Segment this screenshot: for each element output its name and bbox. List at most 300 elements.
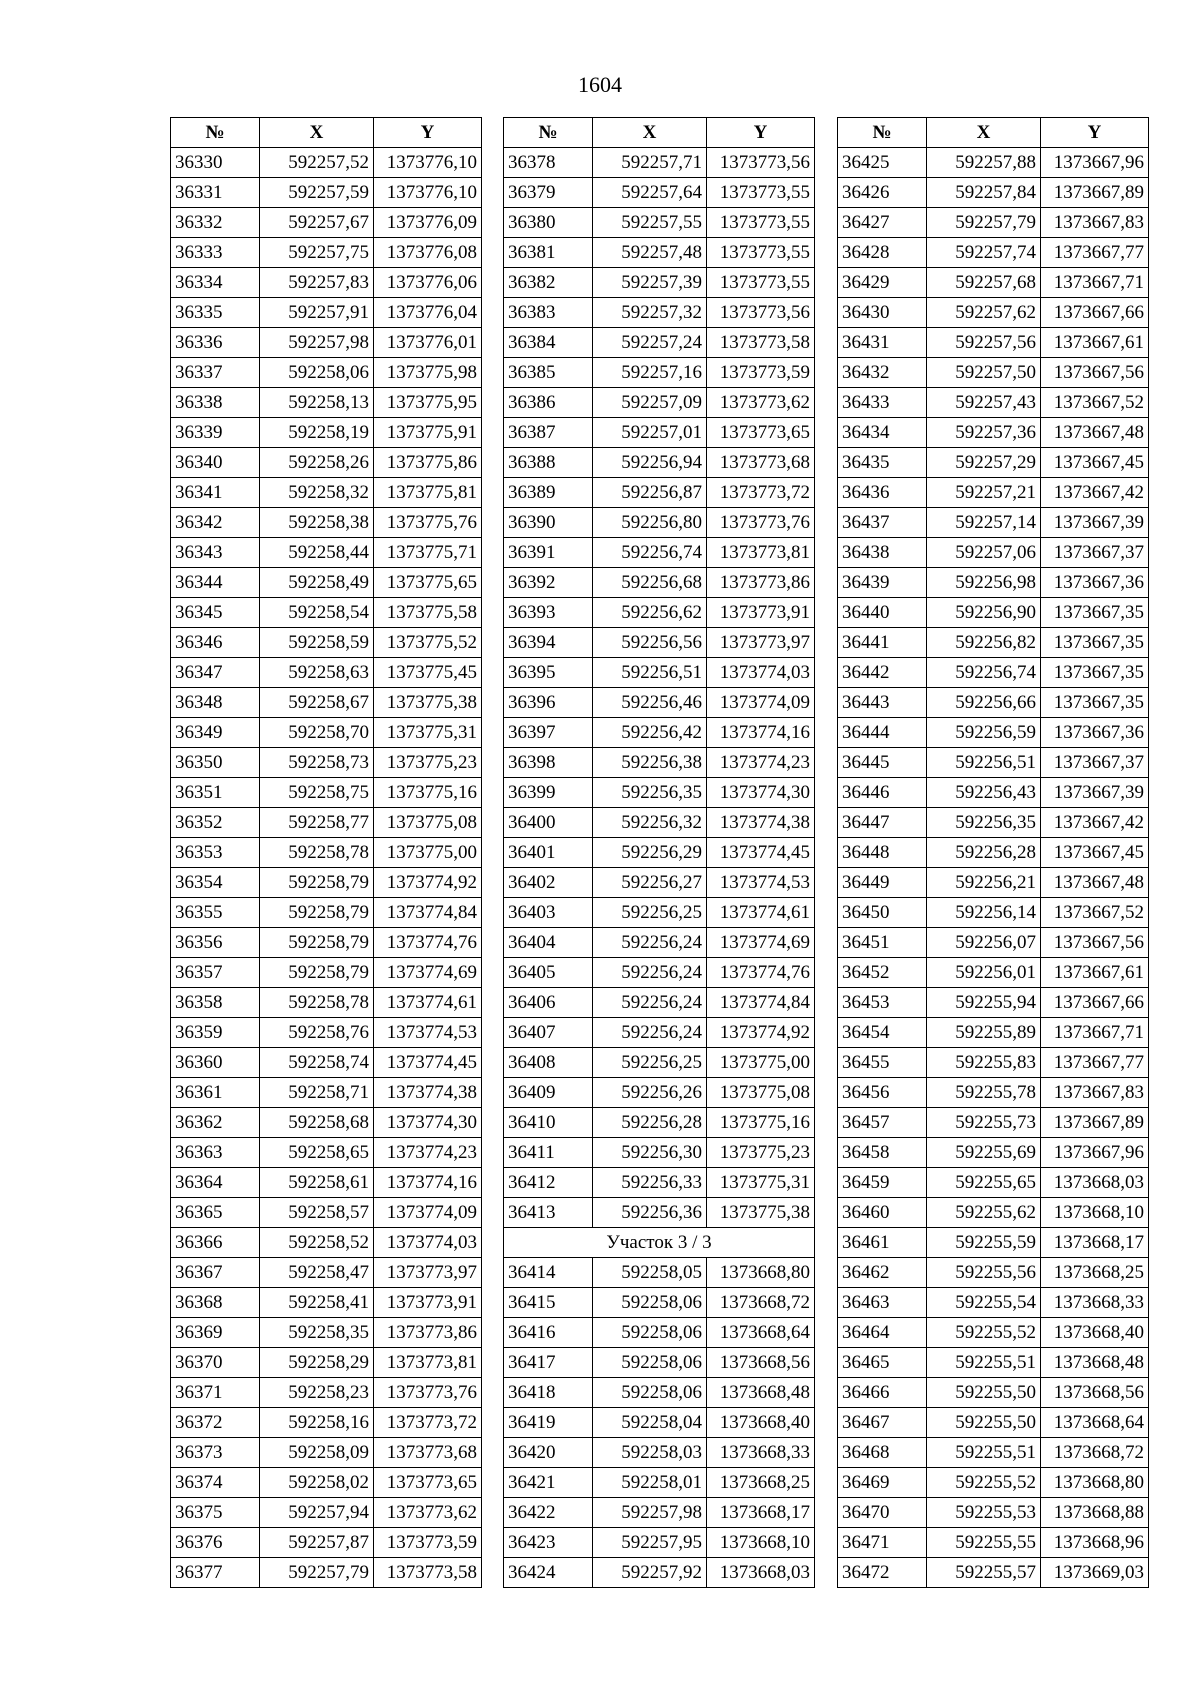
y-coordinate-cell: 1373775,65 (374, 568, 482, 598)
y-coordinate-cell: 1373667,61 (1041, 328, 1149, 358)
x-coordinate-cell: 592257,75 (260, 238, 374, 268)
x-coordinate-cell: 592258,70 (260, 718, 374, 748)
y-coordinate-cell: 1373774,38 (374, 1078, 482, 1108)
y-coordinate-cell: 1373775,08 (374, 808, 482, 838)
table-row (838, 388, 1149, 418)
table-row (504, 1438, 815, 1468)
point-number-cell: 36469 (838, 1468, 927, 1498)
point-number-cell: 36420 (504, 1438, 593, 1468)
table-row (504, 208, 815, 238)
y-coordinate-cell: 1373773,55 (707, 238, 815, 268)
table-row (504, 1408, 815, 1438)
x-coordinate-cell: 592255,57 (927, 1558, 1041, 1588)
table-row (838, 268, 1149, 298)
point-number-cell: 36383 (504, 298, 593, 328)
x-coordinate-cell: 592257,98 (260, 328, 374, 358)
point-number-cell: 36416 (504, 1318, 593, 1348)
point-number-cell: 36407 (504, 1018, 593, 1048)
x-coordinate-cell: 592257,67 (260, 208, 374, 238)
x-coordinate-cell: 592258,06 (593, 1288, 707, 1318)
table-row (171, 1498, 482, 1528)
table-row (838, 1348, 1149, 1378)
x-coordinate-cell: 592256,82 (927, 628, 1041, 658)
y-coordinate-cell: 1373773,68 (374, 1438, 482, 1468)
point-number-cell: 36379 (504, 178, 593, 208)
y-coordinate-cell: 1373668,25 (707, 1468, 815, 1498)
x-coordinate-cell: 592256,30 (593, 1138, 707, 1168)
x-coordinate-cell: 592258,16 (260, 1408, 374, 1438)
y-coordinate-cell: 1373773,97 (374, 1258, 482, 1288)
y-coordinate-cell: 1373667,35 (1041, 658, 1149, 688)
x-coordinate-cell: 592257,83 (260, 268, 374, 298)
point-number-cell: 36462 (838, 1258, 927, 1288)
y-coordinate-cell: 1373773,55 (707, 178, 815, 208)
header-number: № (504, 118, 593, 148)
table-row (838, 598, 1149, 628)
point-number-cell: 36376 (171, 1528, 260, 1558)
point-number-cell: 36353 (171, 838, 260, 868)
table-row (504, 298, 815, 328)
header-y: Y (374, 118, 482, 148)
point-number-cell: 36444 (838, 718, 927, 748)
table-row (838, 1258, 1149, 1288)
x-coordinate-cell: 592257,92 (593, 1558, 707, 1588)
table-row (504, 688, 815, 718)
point-number-cell: 36463 (838, 1288, 927, 1318)
x-coordinate-cell: 592258,65 (260, 1138, 374, 1168)
y-coordinate-cell: 1373773,68 (707, 448, 815, 478)
y-coordinate-cell: 1373773,91 (707, 598, 815, 628)
x-coordinate-cell: 592257,16 (593, 358, 707, 388)
x-coordinate-cell: 592258,63 (260, 658, 374, 688)
y-coordinate-cell: 1373774,53 (374, 1018, 482, 1048)
x-coordinate-cell: 592256,27 (593, 868, 707, 898)
table-row (171, 178, 482, 208)
point-number-cell: 36449 (838, 868, 927, 898)
table-row (171, 358, 482, 388)
table-row (838, 898, 1149, 928)
x-coordinate-cell: 592256,98 (927, 568, 1041, 598)
x-coordinate-cell: 592258,79 (260, 928, 374, 958)
y-coordinate-cell: 1373775,23 (707, 1138, 815, 1168)
y-coordinate-cell: 1373668,88 (1041, 1498, 1149, 1528)
table-row (171, 628, 482, 658)
point-number-cell: 36417 (504, 1348, 593, 1378)
table-row (838, 1168, 1149, 1198)
point-number-cell: 36355 (171, 898, 260, 928)
x-coordinate-cell: 592257,84 (927, 178, 1041, 208)
point-number-cell: 36465 (838, 1348, 927, 1378)
x-coordinate-cell: 592256,68 (593, 568, 707, 598)
y-coordinate-cell: 1373667,35 (1041, 628, 1149, 658)
x-coordinate-cell: 592258,79 (260, 958, 374, 988)
table-row (504, 1528, 815, 1558)
table-row (838, 628, 1149, 658)
point-number-cell: 36343 (171, 538, 260, 568)
point-number-cell: 36371 (171, 1378, 260, 1408)
table-row (504, 778, 815, 808)
table-row (838, 1108, 1149, 1138)
y-coordinate-cell: 1373776,10 (374, 148, 482, 178)
y-coordinate-cell: 1373774,09 (374, 1198, 482, 1228)
x-coordinate-cell: 592258,78 (260, 988, 374, 1018)
y-coordinate-cell: 1373774,92 (707, 1018, 815, 1048)
table-row (171, 538, 482, 568)
page-number: 1604 (578, 72, 622, 97)
x-coordinate-cell: 592258,79 (260, 868, 374, 898)
table-row (504, 628, 815, 658)
x-coordinate-cell: 592256,42 (593, 718, 707, 748)
point-number-cell: 36452 (838, 958, 927, 988)
table-row (171, 598, 482, 628)
point-number-cell: 36341 (171, 478, 260, 508)
point-number-cell: 36402 (504, 868, 593, 898)
header-number: № (838, 118, 927, 148)
table-row (504, 1498, 815, 1528)
point-number-cell: 36385 (504, 358, 593, 388)
point-number-cell: 36454 (838, 1018, 927, 1048)
y-coordinate-cell: 1373774,30 (374, 1108, 482, 1138)
y-coordinate-cell: 1373668,72 (1041, 1438, 1149, 1468)
y-coordinate-cell: 1373668,64 (1041, 1408, 1149, 1438)
y-coordinate-cell: 1373775,31 (707, 1168, 815, 1198)
x-coordinate-cell: 592257,55 (593, 208, 707, 238)
y-coordinate-cell: 1373773,59 (707, 358, 815, 388)
y-coordinate-cell: 1373773,86 (374, 1318, 482, 1348)
y-coordinate-cell: 1373775,00 (374, 838, 482, 868)
y-coordinate-cell: 1373668,56 (1041, 1378, 1149, 1408)
header-x: X (927, 118, 1041, 148)
y-coordinate-cell: 1373667,89 (1041, 1108, 1149, 1138)
table-row (838, 208, 1149, 238)
table-row (171, 958, 482, 988)
x-coordinate-cell: 592256,35 (593, 778, 707, 808)
x-coordinate-cell: 592256,01 (927, 958, 1041, 988)
header-number: № (171, 118, 260, 148)
y-coordinate-cell: 1373773,55 (707, 208, 815, 238)
x-coordinate-cell: 592257,56 (927, 328, 1041, 358)
point-number-cell: 36373 (171, 1438, 260, 1468)
x-coordinate-cell: 592256,51 (927, 748, 1041, 778)
x-coordinate-cell: 592256,32 (593, 808, 707, 838)
y-coordinate-cell: 1373667,83 (1041, 1078, 1149, 1108)
table-row (838, 178, 1149, 208)
y-coordinate-cell: 1373667,42 (1041, 808, 1149, 838)
point-number-cell: 36441 (838, 628, 927, 658)
point-number-cell: 36423 (504, 1528, 593, 1558)
table-row (171, 478, 482, 508)
table-row (504, 808, 815, 838)
table-row (504, 478, 815, 508)
x-coordinate-cell: 592256,14 (927, 898, 1041, 928)
section-row (504, 1228, 815, 1258)
point-number-cell: 36350 (171, 748, 260, 778)
table-row (838, 1498, 1149, 1528)
point-number-cell: 36424 (504, 1558, 593, 1588)
point-number-cell: 36370 (171, 1348, 260, 1378)
y-coordinate-cell: 1373775,76 (374, 508, 482, 538)
table-row (171, 718, 482, 748)
point-number-cell: 36464 (838, 1318, 927, 1348)
x-coordinate-cell: 592255,51 (927, 1348, 1041, 1378)
point-number-cell: 36362 (171, 1108, 260, 1138)
point-number-cell: 36332 (171, 208, 260, 238)
x-coordinate-cell: 592256,35 (927, 808, 1041, 838)
y-coordinate-cell: 1373773,81 (707, 538, 815, 568)
y-coordinate-cell: 1373667,36 (1041, 568, 1149, 598)
table-row (838, 478, 1149, 508)
x-coordinate-cell: 592257,52 (260, 148, 374, 178)
y-coordinate-cell: 1373667,56 (1041, 928, 1149, 958)
x-coordinate-cell: 592258,06 (593, 1348, 707, 1378)
point-number-cell: 36436 (838, 478, 927, 508)
table-row (504, 718, 815, 748)
header-y: Y (1041, 118, 1149, 148)
point-number-cell: 36354 (171, 868, 260, 898)
table-row (504, 1198, 815, 1228)
x-coordinate-cell: 592258,06 (260, 358, 374, 388)
x-coordinate-cell: 592256,24 (593, 988, 707, 1018)
point-number-cell: 36392 (504, 568, 593, 598)
table-row (504, 748, 815, 778)
table-row (504, 178, 815, 208)
point-number-cell: 36349 (171, 718, 260, 748)
y-coordinate-cell: 1373668,72 (707, 1288, 815, 1318)
point-number-cell: 36455 (838, 1048, 927, 1078)
x-coordinate-cell: 592258,13 (260, 388, 374, 418)
table-row (838, 448, 1149, 478)
table-row (171, 1348, 482, 1378)
x-coordinate-cell: 592256,24 (593, 958, 707, 988)
point-number-cell: 36356 (171, 928, 260, 958)
x-coordinate-cell: 592258,47 (260, 1258, 374, 1288)
table-row (504, 988, 815, 1018)
point-number-cell: 36448 (838, 838, 927, 868)
x-coordinate-cell: 592258,59 (260, 628, 374, 658)
y-coordinate-cell: 1373667,56 (1041, 358, 1149, 388)
point-number-cell: 36460 (838, 1198, 927, 1228)
table-row (171, 1408, 482, 1438)
x-coordinate-cell: 592256,94 (593, 448, 707, 478)
y-coordinate-cell: 1373667,52 (1041, 388, 1149, 418)
point-number-cell: 36404 (504, 928, 593, 958)
y-coordinate-cell: 1373773,56 (707, 148, 815, 178)
y-coordinate-cell: 1373667,48 (1041, 418, 1149, 448)
point-number-cell: 36367 (171, 1258, 260, 1288)
y-coordinate-cell: 1373774,03 (374, 1228, 482, 1258)
x-coordinate-cell: 592256,74 (593, 538, 707, 568)
y-coordinate-cell: 1373774,30 (707, 778, 815, 808)
table-row (838, 298, 1149, 328)
table-row (171, 1288, 482, 1318)
y-coordinate-cell: 1373668,17 (707, 1498, 815, 1528)
y-coordinate-cell: 1373774,76 (374, 928, 482, 958)
point-number-cell: 36396 (504, 688, 593, 718)
header-x: X (260, 118, 374, 148)
x-coordinate-cell: 592258,68 (260, 1108, 374, 1138)
point-number-cell: 36400 (504, 808, 593, 838)
table-row (171, 1078, 482, 1108)
table-row (171, 1528, 482, 1558)
table-row (171, 898, 482, 928)
table-row (171, 568, 482, 598)
point-number-cell: 36345 (171, 598, 260, 628)
table-row (838, 418, 1149, 448)
y-coordinate-cell: 1373667,89 (1041, 178, 1149, 208)
table-row (838, 1198, 1149, 1228)
point-number-cell: 36422 (504, 1498, 593, 1528)
x-coordinate-cell: 592258,32 (260, 478, 374, 508)
x-coordinate-cell: 592256,90 (927, 598, 1041, 628)
x-coordinate-cell: 592255,52 (927, 1468, 1041, 1498)
table-row (171, 508, 482, 538)
x-coordinate-cell: 592256,66 (927, 688, 1041, 718)
table-row (171, 928, 482, 958)
point-number-cell: 36346 (171, 628, 260, 658)
table-row (838, 148, 1149, 178)
point-number-cell: 36340 (171, 448, 260, 478)
point-number-cell: 36375 (171, 1498, 260, 1528)
x-coordinate-cell: 592256,07 (927, 928, 1041, 958)
x-coordinate-cell: 592258,06 (593, 1378, 707, 1408)
point-number-cell: 36429 (838, 268, 927, 298)
y-coordinate-cell: 1373774,76 (707, 958, 815, 988)
x-coordinate-cell: 592258,74 (260, 1048, 374, 1078)
x-coordinate-cell: 592258,57 (260, 1198, 374, 1228)
table-row (838, 778, 1149, 808)
x-coordinate-cell: 592258,49 (260, 568, 374, 598)
table-row (838, 838, 1149, 868)
x-coordinate-cell: 592257,95 (593, 1528, 707, 1558)
point-number-cell: 36357 (171, 958, 260, 988)
point-number-cell: 36445 (838, 748, 927, 778)
y-coordinate-cell: 1373774,16 (374, 1168, 482, 1198)
x-coordinate-cell: 592256,24 (593, 928, 707, 958)
x-coordinate-cell: 592257,68 (927, 268, 1041, 298)
point-number-cell: 36459 (838, 1168, 927, 1198)
point-number-cell: 36412 (504, 1168, 593, 1198)
point-number-cell: 36470 (838, 1498, 927, 1528)
y-coordinate-cell: 1373773,76 (374, 1378, 482, 1408)
y-coordinate-cell: 1373667,45 (1041, 838, 1149, 868)
y-coordinate-cell: 1373775,23 (374, 748, 482, 778)
x-coordinate-cell: 592256,33 (593, 1168, 707, 1198)
point-number-cell: 36471 (838, 1528, 927, 1558)
point-number-cell: 36361 (171, 1078, 260, 1108)
y-coordinate-cell: 1373667,77 (1041, 238, 1149, 268)
table-row (171, 1378, 482, 1408)
table-row (504, 508, 815, 538)
point-number-cell: 36447 (838, 808, 927, 838)
table-row (171, 418, 482, 448)
point-number-cell: 36434 (838, 418, 927, 448)
x-coordinate-cell: 592256,74 (927, 658, 1041, 688)
x-coordinate-cell: 592257,79 (927, 208, 1041, 238)
x-coordinate-cell: 592257,98 (593, 1498, 707, 1528)
y-coordinate-cell: 1373668,80 (707, 1258, 815, 1288)
point-number-cell: 36414 (504, 1258, 593, 1288)
x-coordinate-cell: 592258,06 (593, 1318, 707, 1348)
y-coordinate-cell: 1373774,23 (707, 748, 815, 778)
x-coordinate-cell: 592255,65 (927, 1168, 1041, 1198)
point-number-cell: 36457 (838, 1108, 927, 1138)
y-coordinate-cell: 1373668,80 (1041, 1468, 1149, 1498)
point-number-cell: 36336 (171, 328, 260, 358)
table-row (171, 1258, 482, 1288)
table-row (504, 1108, 815, 1138)
x-coordinate-cell: 592258,38 (260, 508, 374, 538)
y-coordinate-cell: 1373773,62 (707, 388, 815, 418)
point-number-cell: 36426 (838, 178, 927, 208)
x-coordinate-cell: 592258,67 (260, 688, 374, 718)
y-coordinate-cell: 1373667,71 (1041, 1018, 1149, 1048)
x-coordinate-cell: 592258,71 (260, 1078, 374, 1108)
table-row (171, 328, 482, 358)
table-row (838, 538, 1149, 568)
point-number-cell: 36472 (838, 1558, 927, 1588)
y-coordinate-cell: 1373774,53 (707, 868, 815, 898)
y-coordinate-cell: 1373773,72 (707, 478, 815, 508)
y-coordinate-cell: 1373667,39 (1041, 778, 1149, 808)
point-number-cell: 36334 (171, 268, 260, 298)
x-coordinate-cell: 592258,54 (260, 598, 374, 628)
point-number-cell: 36440 (838, 598, 927, 628)
table-row (838, 1438, 1149, 1468)
x-coordinate-cell: 592255,59 (927, 1228, 1041, 1258)
y-coordinate-cell: 1373773,65 (374, 1468, 482, 1498)
point-number-cell: 36443 (838, 688, 927, 718)
point-number-cell: 36461 (838, 1228, 927, 1258)
point-number-cell: 36374 (171, 1468, 260, 1498)
y-coordinate-cell: 1373668,48 (707, 1378, 815, 1408)
x-coordinate-cell: 592257,94 (260, 1498, 374, 1528)
table-row (171, 1558, 482, 1588)
point-number-cell: 36409 (504, 1078, 593, 1108)
x-coordinate-cell: 592257,50 (927, 358, 1041, 388)
y-coordinate-cell: 1373668,33 (1041, 1288, 1149, 1318)
y-coordinate-cell: 1373776,09 (374, 208, 482, 238)
y-coordinate-cell: 1373775,00 (707, 1048, 815, 1078)
y-coordinate-cell: 1373668,33 (707, 1438, 815, 1468)
x-coordinate-cell: 592258,19 (260, 418, 374, 448)
y-coordinate-cell: 1373667,39 (1041, 508, 1149, 538)
x-coordinate-cell: 592257,48 (593, 238, 707, 268)
table-header-row (171, 118, 482, 148)
table-row (171, 838, 482, 868)
point-number-cell: 36413 (504, 1198, 593, 1228)
table-row (504, 538, 815, 568)
point-number-cell: 36344 (171, 568, 260, 598)
x-coordinate-cell: 592257,91 (260, 298, 374, 328)
y-coordinate-cell: 1373668,40 (707, 1408, 815, 1438)
table-row (504, 1288, 815, 1318)
table-row (838, 928, 1149, 958)
table-row (504, 868, 815, 898)
table-row (171, 748, 482, 778)
coordinates-table-2 (503, 117, 815, 1588)
y-coordinate-cell: 1373775,45 (374, 658, 482, 688)
table-row (838, 1288, 1149, 1318)
point-number-cell: 36363 (171, 1138, 260, 1168)
point-number-cell: 36331 (171, 178, 260, 208)
point-number-cell: 36427 (838, 208, 927, 238)
table-row (504, 328, 815, 358)
point-number-cell: 36372 (171, 1408, 260, 1438)
x-coordinate-cell: 592257,32 (593, 298, 707, 328)
table-row (838, 748, 1149, 778)
x-coordinate-cell: 592256,21 (927, 868, 1041, 898)
table-row (838, 1468, 1149, 1498)
